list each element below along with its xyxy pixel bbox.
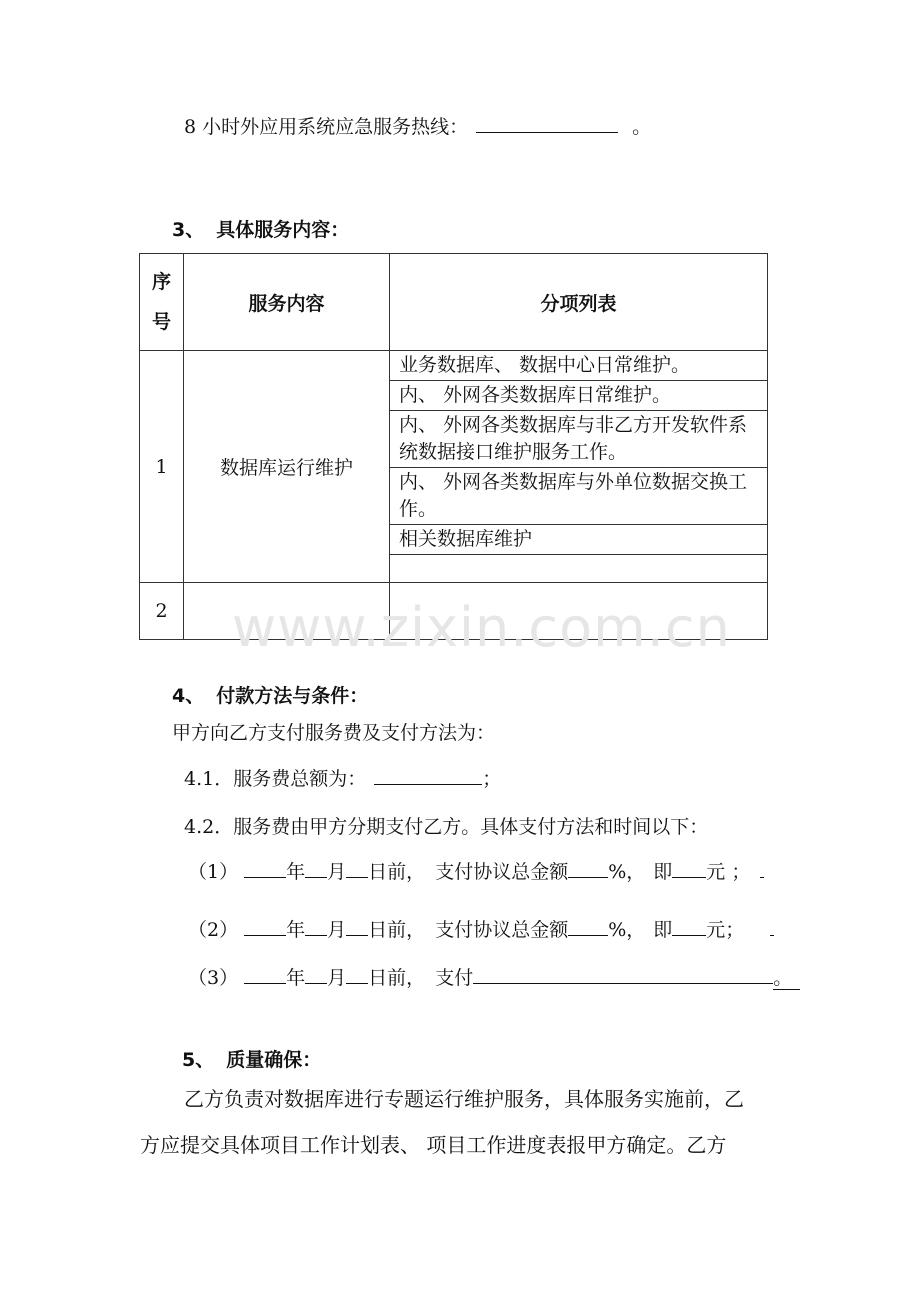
item-4-1: [184, 766, 501, 792]
year-blank[interactable]: [244, 917, 286, 936]
day-blank[interactable]: [346, 917, 368, 936]
year-blank[interactable]: [244, 859, 286, 878]
amount-blank[interactable]: [672, 917, 706, 936]
row2-seq: 2: [140, 583, 184, 640]
month-blank[interactable]: [305, 859, 327, 878]
table-header-row: [140, 254, 768, 351]
percent-label: %，: [608, 861, 646, 883]
header-seq-bottom: 号: [151, 311, 171, 333]
amount-blank[interactable]: [672, 859, 706, 878]
row1-item: 内、 外网各类数据库与非乙方开发软件系统数据接口维护服务工作。: [390, 411, 768, 468]
yuan-label: 元 ；: [706, 861, 751, 883]
row1-item: 业务数据库、 数据中心日常维护。: [390, 351, 768, 381]
row1-item: 相关数据库维护: [390, 525, 768, 555]
row2-items: [390, 583, 768, 640]
section5-line-2: 方应提交具体项目工作计划表、 项目工作进度表报甲方确定。乙方: [140, 1133, 727, 1157]
section5-number: 5、: [182, 1049, 215, 1071]
row1-item: 内、 外网各类数据库日常维护。: [390, 381, 768, 411]
header-seq-top: 序: [151, 271, 171, 293]
hotline-blank[interactable]: [476, 114, 618, 133]
payment-detail-blank[interactable]: [473, 965, 773, 984]
installment-1: [188, 859, 764, 885]
row1-content: 数据库运行维护: [184, 351, 390, 583]
day-blank[interactable]: [346, 965, 368, 984]
trailing-blank: [760, 859, 764, 878]
section5-line-1: 乙方负责对数据库进行专题运行维护服务，具体服务实施前，乙: [184, 1087, 744, 1111]
row1-seq: 1: [140, 351, 184, 583]
year-label: 年: [286, 861, 306, 883]
installment-end: 。: [773, 967, 800, 990]
row1-item-empty: [390, 555, 768, 583]
yuan-label: 元；: [706, 919, 745, 941]
section4-title: 付款方法与条件：: [216, 685, 369, 707]
ji-label: 即: [653, 861, 673, 883]
percent-blank[interactable]: [568, 859, 608, 878]
year-label: 年: [286, 919, 306, 941]
day-label: 日前，: [368, 919, 426, 941]
section5-title: 质量确保：: [226, 1049, 322, 1071]
section4-number: 4、: [172, 685, 205, 707]
item-4-1-end: ；: [482, 768, 502, 790]
month-label: 月: [327, 919, 347, 941]
section3-number: 3、: [172, 219, 205, 241]
installment-3: [188, 965, 800, 991]
month-blank[interactable]: [305, 965, 327, 984]
hotline-label: 8 小时外应用系统应急服务热线：: [184, 116, 469, 138]
row1-item: 内、 外网各类数据库与外单位数据交换工作。: [390, 468, 768, 525]
hotline-suffix: 。: [632, 116, 652, 138]
year-blank[interactable]: [244, 965, 286, 984]
day-label: 日前，: [368, 967, 426, 989]
installment-index: （1）: [188, 861, 239, 883]
table-row: [140, 351, 768, 381]
month-label: 月: [327, 861, 347, 883]
installment-2: [188, 917, 774, 943]
service-table: [139, 253, 768, 640]
year-label: 年: [286, 967, 306, 989]
hotline-line: [184, 114, 651, 140]
header-items: 分项列表: [390, 254, 768, 351]
header-content: 服务内容: [184, 254, 390, 351]
table-row: [140, 583, 768, 640]
ji-label: 即: [653, 919, 673, 941]
row2-content: [184, 583, 390, 640]
section4-intro: 甲方向乙方支付服务费及支付方法为：: [172, 722, 496, 744]
header-seq: [140, 254, 184, 351]
total-fee-blank[interactable]: [374, 766, 482, 785]
percent-blank[interactable]: [568, 917, 608, 936]
month-label: 月: [327, 967, 347, 989]
section3-heading: [172, 217, 349, 243]
day-label: 日前，: [368, 861, 426, 883]
day-blank[interactable]: [346, 859, 368, 878]
installment-text: 支付: [435, 967, 474, 989]
installment-index: （3）: [188, 967, 239, 989]
section4-heading: [172, 683, 368, 709]
watermark: www.zixin.com.cn: [232, 596, 731, 659]
item-4-2: 4.2．服务费由甲方分期支付乙方。具体支付方法和时间以下：: [184, 816, 709, 838]
installment-index: （2）: [188, 919, 239, 941]
trailing-blank: [770, 917, 774, 936]
installment-text: 支付协议总金额: [435, 861, 569, 883]
section3-title: 具体服务内容：: [216, 219, 350, 241]
item-4-1-label: 4.1．服务费总额为：: [184, 768, 367, 790]
percent-label: %，: [608, 919, 646, 941]
month-blank[interactable]: [305, 917, 327, 936]
section5-heading: [182, 1047, 321, 1073]
installment-text: 支付协议总金额: [435, 919, 569, 941]
